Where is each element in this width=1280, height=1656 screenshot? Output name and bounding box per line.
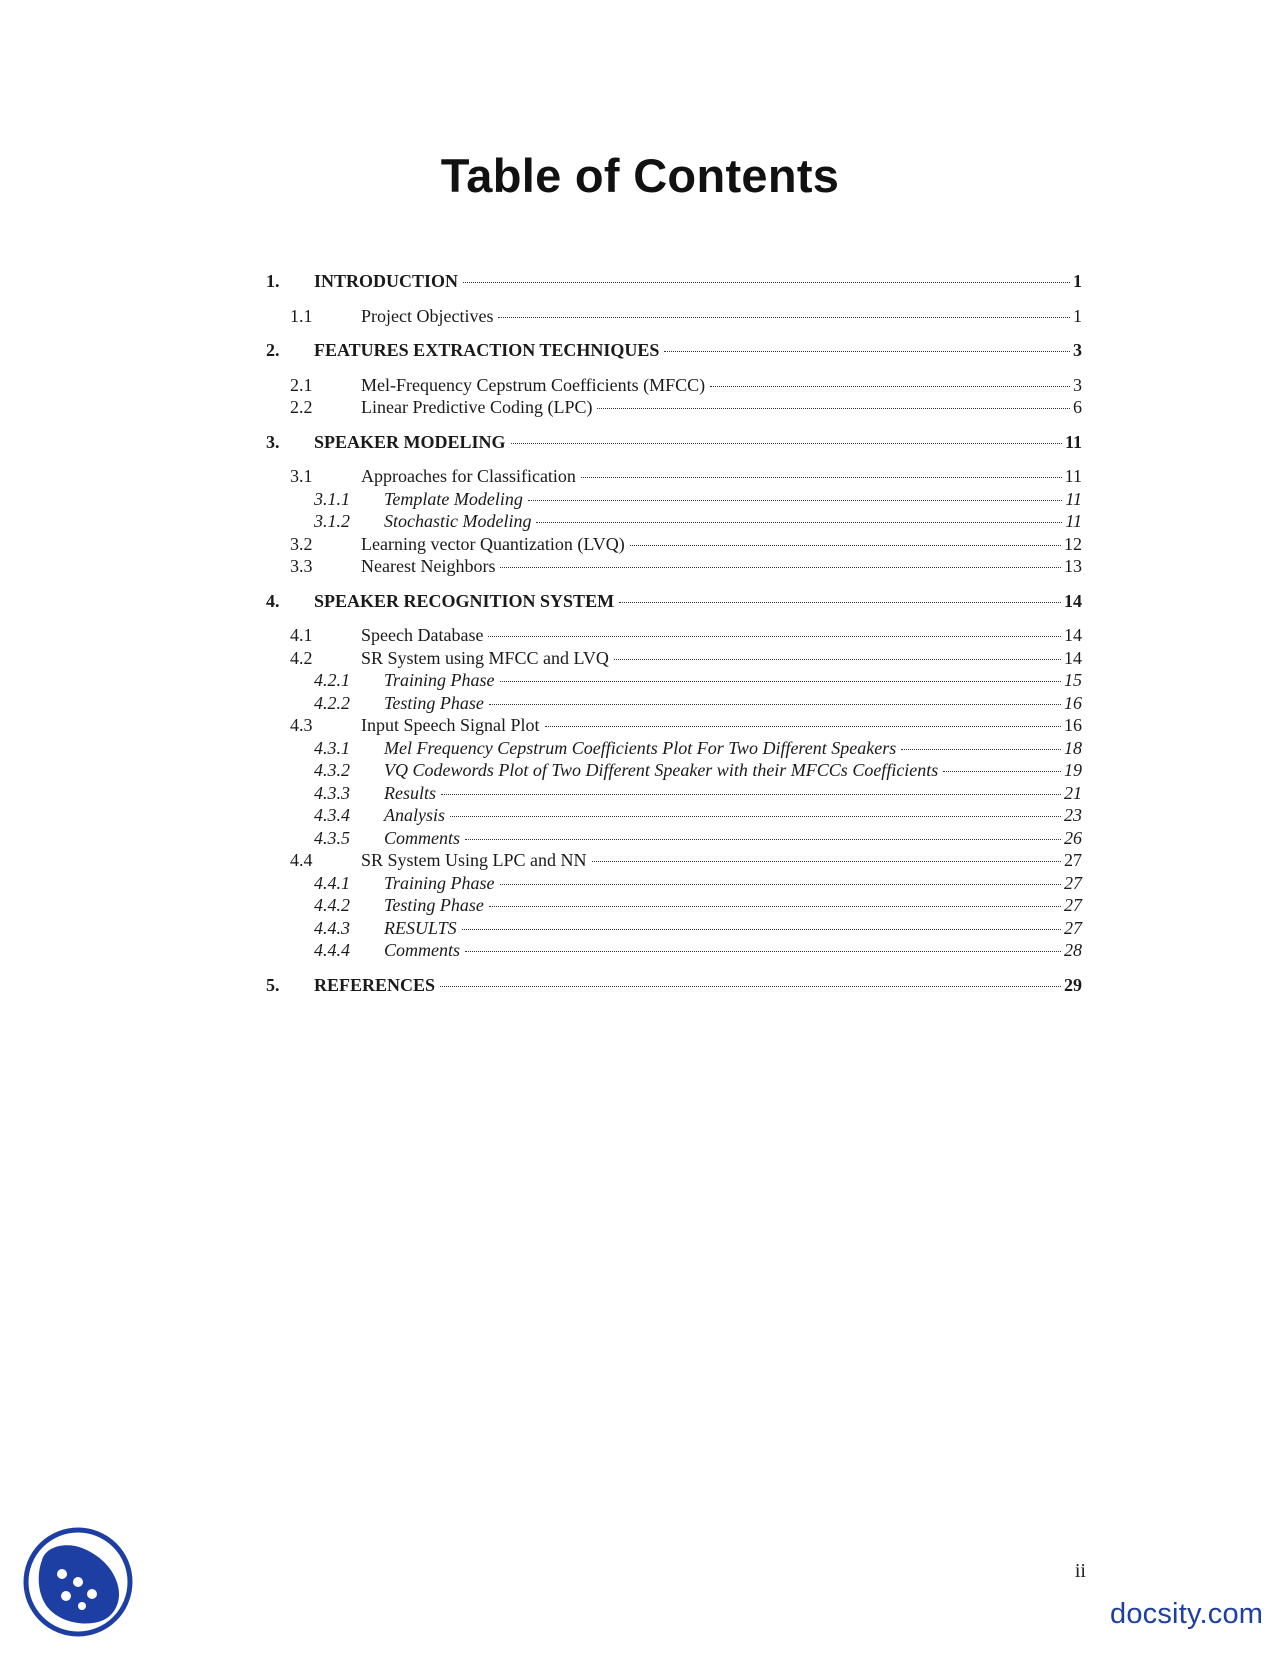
toc-entry[interactable] (266, 849, 1082, 872)
toc-dot-leader (440, 986, 1061, 987)
toc-entry-page: 14 (1064, 625, 1082, 645)
toc-entry-page: 11 (1064, 431, 1082, 452)
toc-dot-leader (664, 351, 1070, 352)
toc-entry-number: 4.4.1 (314, 872, 350, 893)
toc-entry-number: 4.3.4 (314, 805, 350, 825)
toc-dot-leader (619, 602, 1061, 603)
toc-entry-page: 11 (1065, 511, 1082, 531)
toc-entry[interactable] (266, 872, 1082, 895)
toc-entry-page: 3 (1073, 340, 1082, 360)
toc-entry-number: 4.3.5 (314, 827, 350, 848)
toc-entry-number: 4.2.2 (314, 692, 350, 713)
toc-entry[interactable] (266, 827, 1082, 850)
toc-entry[interactable] (266, 974, 1082, 997)
toc-entry[interactable] (266, 894, 1082, 917)
toc-entry-number: 4.4 (290, 850, 313, 870)
toc-entry-title: RESULTS (384, 917, 457, 938)
docsity-logo-icon[interactable] (22, 1526, 134, 1638)
toc-entry-page: 28 (1064, 940, 1082, 960)
toc-entry-title: Training Phase (384, 670, 495, 690)
toc-entry[interactable] (266, 714, 1082, 737)
toc-entry-title: Speech Database (361, 625, 484, 645)
toc-entry-number: 4.3.3 (314, 782, 350, 803)
toc-entry[interactable] (266, 396, 1082, 419)
toc-entry-number: 1. (266, 271, 280, 291)
toc-entry-number: 2.2 (290, 397, 313, 417)
toc-entry-title: Analysis (384, 805, 445, 825)
toc-entry-number: 4.3.1 (314, 737, 350, 758)
toc-entry-title: FEATURES EXTRACTION TECHNIQUES (314, 340, 660, 360)
toc-entry[interactable] (266, 339, 1082, 362)
toc-entry[interactable] (266, 804, 1082, 827)
toc-entry-title: Comments (384, 827, 460, 848)
toc-entry-title: INTRODUCTION (314, 271, 459, 291)
toc-entry[interactable] (266, 374, 1082, 397)
toc-entry[interactable] (266, 488, 1082, 511)
toc-entry[interactable] (266, 533, 1082, 556)
toc-entry-title: Learning vector Quantization (LVQ) (361, 533, 625, 554)
toc-entry-page: 15 (1064, 670, 1082, 690)
toc-entry-title: VQ Codewords Plot of Two Different Speaker with their MFCCs Coefficients (384, 760, 939, 780)
toc-entry-number: 4.4.2 (314, 895, 350, 915)
toc-dot-leader (528, 500, 1063, 501)
toc-entry-page: 27 (1064, 895, 1082, 915)
toc-entry-number: 4.3.2 (314, 760, 350, 780)
toc-entry[interactable] (266, 737, 1082, 760)
toc-dot-leader (592, 861, 1061, 862)
toc-entry[interactable] (266, 647, 1082, 670)
toc-dot-leader (545, 726, 1062, 727)
toc-entry-number: 5. (266, 974, 280, 995)
toc-dot-leader (901, 749, 1061, 750)
toc-entry-page: 27 (1064, 850, 1082, 870)
toc-entry-number: 1.1 (290, 305, 313, 326)
toc-entry-title: Comments (384, 940, 460, 960)
toc-dot-leader (441, 794, 1061, 795)
toc-dot-leader (630, 545, 1061, 546)
toc-entry-title: SPEAKER RECOGNITION SYSTEM (314, 590, 615, 611)
toc-entry-title: Mel Frequency Cepstrum Coefficients Plot For Two Different Speakers (384, 737, 897, 758)
toc-entry-number: 4.3 (290, 715, 313, 735)
toc-entry-page: 1 (1073, 305, 1082, 326)
toc-entry[interactable] (266, 305, 1082, 328)
toc-entry-title: SPEAKER MODELING (314, 431, 506, 452)
toc-entry-page: 23 (1064, 805, 1082, 825)
toc-entry-page: 19 (1064, 760, 1082, 780)
toc-dot-leader (462, 929, 1061, 930)
toc-entry-title: Approaches for Classification (361, 466, 576, 486)
toc-entry-page: 29 (1064, 974, 1082, 995)
toc-entry-number: 4.1 (290, 625, 313, 645)
toc-dot-leader (614, 659, 1061, 660)
page-number: ii (1074, 1560, 1086, 1582)
toc-entry[interactable] (266, 759, 1082, 782)
toc-entry-title: Testing Phase (384, 895, 484, 915)
toc-entry-page: 14 (1064, 590, 1082, 611)
toc-entry-number: 3.1.1 (314, 488, 350, 509)
toc-entry-page: 14 (1064, 647, 1082, 668)
toc-dot-leader (465, 951, 1061, 952)
docsity-brand-text[interactable]: docsity.com (1110, 1598, 1264, 1630)
toc-entry[interactable] (266, 692, 1082, 715)
toc-entry-page: 27 (1064, 872, 1082, 893)
toc-entry-title: SR System Using LPC and NN (361, 850, 587, 870)
toc-entry-number: 4.4.4 (314, 940, 350, 960)
toc-entry-title: Template Modeling (384, 488, 523, 509)
toc-entry[interactable] (266, 510, 1082, 533)
toc-dot-leader (500, 681, 1061, 682)
toc-entry-title: Linear Predictive Coding (LPC) (361, 397, 593, 417)
toc-entry-title: SR System using MFCC and LVQ (361, 647, 609, 668)
toc-dot-leader (465, 839, 1061, 840)
toc-entry-number: 4.4.3 (314, 917, 350, 938)
toc-dot-leader (500, 567, 1061, 568)
toc-entry[interactable] (266, 431, 1082, 454)
toc-dot-leader (450, 816, 1061, 817)
toc-entry-title: Mel-Frequency Cepstrum Coefficients (MFCC) (361, 374, 706, 395)
toc-entry[interactable] (266, 624, 1082, 647)
toc-entry-title: Training Phase (384, 872, 495, 893)
toc-entry-number: 2.1 (290, 374, 313, 395)
toc-entry-number: 3.1.2 (314, 511, 350, 531)
toc-entry-title: REFERENCES (314, 974, 436, 995)
toc-entry[interactable] (266, 669, 1082, 692)
toc-entry-number: 3.1 (290, 466, 313, 486)
toc-entry-page: 26 (1064, 827, 1082, 848)
toc-entry-number: 3. (266, 431, 280, 452)
toc-entry-number: 4. (266, 590, 280, 611)
toc-dot-leader (943, 771, 1061, 772)
toc-entry-title: Testing Phase (384, 692, 484, 713)
toc-entry-page: 6 (1073, 397, 1082, 417)
toc-dot-leader (710, 386, 1070, 387)
toc-entry-title: Results (384, 782, 436, 803)
toc-dot-leader (500, 884, 1061, 885)
toc-entry[interactable] (266, 939, 1082, 962)
toc-dot-leader (581, 477, 1062, 478)
toc-dot-leader (597, 408, 1070, 409)
toc-entry-page: 12 (1064, 533, 1082, 554)
toc-dot-leader (489, 704, 1061, 705)
toc-entry-number: 2. (266, 340, 280, 360)
toc-entry[interactable] (266, 590, 1082, 613)
toc-entry-page: 1 (1073, 271, 1082, 291)
toc-entry-number: 3.2 (290, 533, 313, 554)
toc-entry-number: 4.2 (290, 647, 313, 668)
toc-dot-leader (489, 906, 1061, 907)
toc-dot-leader (536, 522, 1062, 523)
toc-entry-page: 16 (1064, 715, 1082, 735)
toc-entry-number: 3.3 (290, 556, 313, 576)
toc-entry[interactable] (266, 270, 1082, 293)
page-title: Table of Contents (440, 149, 840, 202)
toc-dot-leader (463, 282, 1070, 283)
toc-entry-page: 11 (1065, 488, 1082, 509)
toc-entry-title: Nearest Neighbors (361, 556, 496, 576)
toc-entry-page: 11 (1064, 466, 1082, 486)
toc-entry-title: Input Speech Signal Plot (361, 715, 540, 735)
toc-dot-leader (511, 443, 1062, 444)
toc-dot-leader (488, 636, 1061, 637)
toc-entry-page: 21 (1064, 782, 1082, 803)
toc-entry-number: 4.2.1 (314, 670, 350, 690)
toc-entry[interactable] (266, 782, 1082, 805)
toc-entry-title: Stochastic Modeling (384, 511, 532, 531)
toc-entry-page: 13 (1064, 556, 1082, 576)
toc-entry-title: Project Objectives (361, 305, 494, 326)
toc-entry-page: 3 (1073, 374, 1082, 395)
toc-entry-page: 27 (1064, 917, 1082, 938)
toc-entry-page: 18 (1064, 737, 1082, 758)
toc-entry[interactable] (266, 555, 1082, 578)
toc-entry-page: 16 (1064, 692, 1082, 713)
table-of-contents (266, 270, 1082, 1008)
toc-entry[interactable] (266, 465, 1082, 488)
toc-dot-leader (498, 317, 1070, 318)
toc-entry[interactable] (266, 917, 1082, 940)
